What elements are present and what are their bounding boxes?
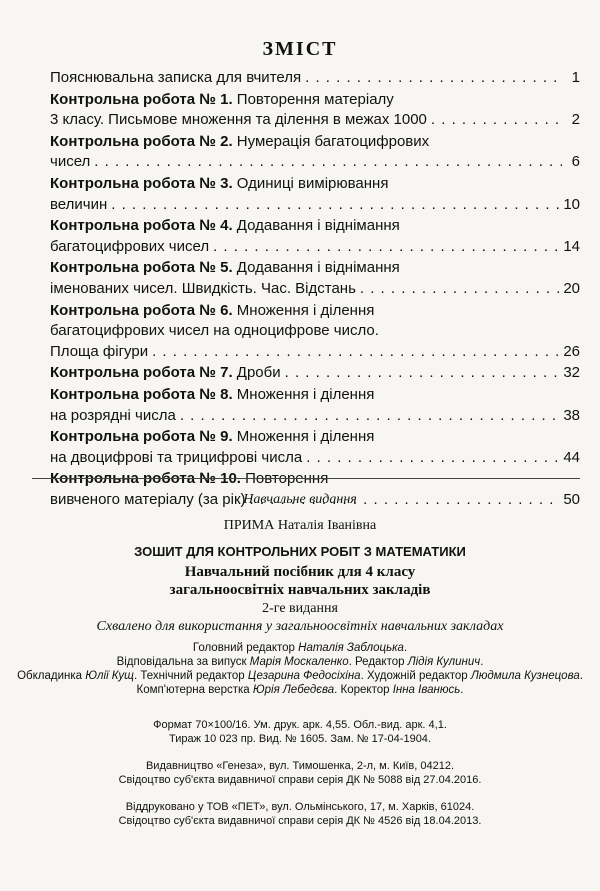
toc-entry-line: [50, 385, 580, 406]
toc-title: ЗМІСТ: [262, 38, 338, 60]
toc-entry-lead: [50, 152, 90, 173]
toc-entry-heading: Контрольна робота № 1.: [50, 90, 233, 108]
toc-entry-text: Множення і ділення: [232, 301, 375, 319]
toc-entry-line: [50, 174, 580, 195]
toc-dot-leader: [431, 110, 562, 131]
toc-entry-lead: [50, 195, 107, 216]
toc-entry-lead: [50, 110, 427, 131]
toc-entry-lead: [50, 448, 302, 469]
author-name: ПРИМА Наталія Іванівна: [223, 518, 377, 533]
toc-entry-line: [50, 469, 580, 490]
toc-entry: [50, 363, 580, 384]
toc-dot-leader: [305, 68, 562, 89]
toc-entry-last-line: [50, 110, 580, 131]
layout-label: Комп'ютерна верстка: [136, 684, 253, 696]
toc-entry-last-line: [50, 448, 580, 469]
toc-page-number: 20: [563, 279, 580, 297]
toc-entry-last-line: [50, 279, 580, 300]
credits-line-1: Головний редактор Наталія Заблоцька.: [192, 642, 408, 654]
publisher-line-1: Видавництво «Генеза», вул. Тимошенка, 2-л, м. Київ, 04212.: [145, 760, 455, 772]
toc-entry-line: [50, 216, 580, 237]
toc-entry: [50, 216, 580, 257]
toc-dot-leader: [285, 363, 560, 384]
toc-page-number: 32: [563, 364, 580, 382]
toc-entry-text: Повторення матеріалу: [232, 90, 394, 108]
toc-entry-last-line: [50, 363, 580, 384]
toc-entry-text: багатоцифрових чисел на одноцифрове число.: [50, 322, 379, 340]
section-divider: [32, 478, 580, 479]
credits-line-2: Відповідальна за випуск Марія Москаленко. Редактор Лідія Кулинич.: [116, 656, 484, 668]
publisher-line-2: Свідоцтво суб'єкта видавничої справи серія ДК № 5088 від 27.04.2016.: [118, 773, 482, 786]
toc-entry-text: багатоцифрових чисел: [50, 237, 210, 255]
approval-note: Схвалено для використання у загальноосвітніх навчальних закладах: [96, 619, 504, 634]
table-of-contents: [50, 68, 580, 511]
tech-editor-label: Технічний редактор: [140, 670, 248, 682]
toc-dot-leader: [152, 342, 559, 363]
toc-entry-text: Одиниці вимірювання: [232, 174, 389, 192]
toc-page-number: 50: [563, 490, 580, 508]
toc-page-number: 38: [563, 406, 580, 424]
responsible-label: Відповідальна за випуск: [116, 656, 250, 668]
toc-entry-text: Множення і ділення: [232, 385, 375, 403]
toc-entry-heading: Контрольна робота № 2.: [50, 132, 233, 150]
toc-entry-last-line: [50, 406, 580, 427]
cover-label: Обкладинка: [17, 670, 86, 682]
format-block: [0, 719, 600, 746]
proofreader-name: Інна Іванюсь: [392, 684, 461, 696]
printer-block: [0, 801, 600, 828]
toc-entry-text: Нумерація багатоцифрових: [232, 132, 430, 150]
toc-entry: [50, 132, 580, 173]
toc-entry-heading: Контрольна робота № 6.: [50, 301, 233, 319]
editor-name: Лідія Кулинич: [407, 656, 481, 668]
toc-entry: [50, 385, 580, 426]
toc-entry-heading: Контрольна робота № 4.: [50, 217, 233, 235]
toc-entry: [50, 301, 580, 363]
toc-entry-heading: Контрольна робота № 10.: [50, 470, 241, 488]
toc-entry-last-line: [50, 68, 580, 89]
toc-page-number: 1: [571, 69, 580, 86]
edition-type: Навчальне видання: [243, 492, 357, 507]
toc-entry-line: [50, 301, 580, 322]
subtitle: [0, 563, 600, 599]
toc-entry-text: на двоцифрові та трицифрові числа: [50, 448, 303, 466]
format-line-2: Тираж 10 023 пр. Вид. № 1605. Зам. № 17-04-1904.: [169, 732, 431, 745]
toc-entry-text: Додавання і віднімання: [232, 217, 400, 235]
toc-entry-last-line: [50, 342, 580, 363]
toc-page-number: 2: [571, 111, 580, 129]
publisher-block: [0, 760, 600, 787]
toc-dot-leader: [360, 279, 559, 300]
toc-entry-line: [50, 258, 580, 279]
toc-entry-text: Множення і ділення: [232, 428, 375, 446]
toc-entry: [50, 174, 580, 215]
edition-number: 2-ге видання: [262, 601, 338, 616]
toc-page-number: 44: [563, 448, 580, 466]
credits: [0, 641, 600, 697]
imprint: [0, 488, 600, 828]
toc-dot-leader: [111, 195, 559, 216]
book-title: ЗОШИТ ДЛЯ КОНТРОЛЬНИХ РОБІТ З МАТЕМАТИКИ: [134, 544, 466, 559]
toc-entry-text: Пояснювальна записка для вчителя: [50, 69, 302, 86]
toc-entry-lead: [50, 342, 148, 363]
toc-entry-last-line: [50, 152, 580, 173]
toc-entry-heading: Контрольна робота № 7.: [50, 364, 233, 382]
proofreader-label: Коректор: [340, 684, 393, 696]
toc-entry-line: [50, 132, 580, 153]
subtitle-line-1: Навчальний посібник для 4 класу: [184, 564, 416, 580]
art-editor-name: Людмила Кузнецова: [470, 670, 580, 682]
layout-name: Юрія Лебедєва: [252, 684, 335, 696]
subtitle-line-2: загальноосвітніх навчальних закладів: [169, 582, 431, 598]
toc-entry-heading: Контрольна робота № 9.: [50, 428, 233, 446]
toc-entry-text: Дроби: [232, 364, 281, 382]
responsible-name: Марія Москаленко: [249, 656, 349, 668]
printer-line-2: Свідоцтво суб'єкта видавничої справи серія ДК № 4526 від 18.04.2013.: [118, 814, 482, 827]
toc-entry-heading: Контрольна робота № 5.: [50, 259, 233, 277]
toc-entry-text: Повторення: [240, 470, 329, 488]
toc-entry-lead: [50, 279, 356, 300]
chief-editor-name: Наталія Заблоцька: [298, 642, 404, 654]
toc-entry-line: [50, 90, 580, 111]
toc-page-number: 6: [571, 153, 580, 171]
toc-dot-leader: [180, 406, 560, 427]
toc-page-number: 14: [563, 237, 580, 255]
toc-entry: [50, 258, 580, 299]
toc-entry-text: іменованих чисел. Швидкість. Час. Відстань: [50, 279, 356, 297]
chief-editor-label: Головний редактор: [192, 642, 299, 654]
toc-entry-heading: Контрольна робота № 8.: [50, 385, 233, 403]
tech-editor-name: Цезарина Федосіхіна: [247, 670, 361, 682]
toc-entry: [50, 90, 580, 131]
toc-entry-text: Додавання і віднімання: [232, 259, 400, 277]
cover-name: Юлії Кущ: [85, 670, 134, 682]
toc-entry-heading: Контрольна робота № 3.: [50, 174, 233, 192]
editor-label: Редактор: [355, 656, 408, 668]
toc-entry: [50, 427, 580, 468]
printer-line-1: Віддруковано у ТОВ «ПЕТ», вул. Ольмінського, 17, м. Харків, 61024.: [125, 801, 475, 813]
credits-line-3: Обкладинка Юлії Кущ. Технічний редактор Цезарина Федосіхіна. Художній редактор Людмила Кузнецова. Комп'ютерна верстка Юрія Лебедєва. Коректор Інна Іванюсь.: [17, 670, 583, 696]
toc-entry-lead: [50, 237, 209, 258]
toc-entry-text: Площа фігури: [50, 342, 149, 360]
toc-entry-text: на розрядні числа: [50, 406, 176, 424]
toc-dot-leader: [213, 237, 559, 258]
toc-entry: [50, 68, 580, 89]
toc-entry-lead: [50, 68, 301, 89]
toc-entry-line: [50, 321, 580, 342]
toc-entry-lead: [50, 363, 281, 384]
toc-entry-text: вивченого матеріалу (за рік): [50, 490, 246, 508]
toc-dot-leader: [94, 152, 562, 173]
toc-entry-line: [50, 427, 580, 448]
toc-entry-text: чисел: [50, 153, 91, 171]
art-editor-label: Художній редактор: [366, 670, 471, 682]
toc-entry-last-line: [50, 237, 580, 258]
toc-entry-text: величин: [50, 195, 108, 213]
toc-entry-text: 3 класу. Письмове множення та ділення в межах 1000: [50, 111, 427, 129]
toc-entry-lead: [50, 406, 176, 427]
toc-entry-last-line: [50, 195, 580, 216]
toc-dot-leader: [306, 448, 559, 469]
toc-page-number: 26: [563, 342, 580, 360]
toc-page-number: 10: [563, 195, 580, 213]
format-line-1: Формат 70×100/16. Ум. друк. арк. 4,55. Обл.-вид. арк. 4,1.: [153, 719, 447, 731]
